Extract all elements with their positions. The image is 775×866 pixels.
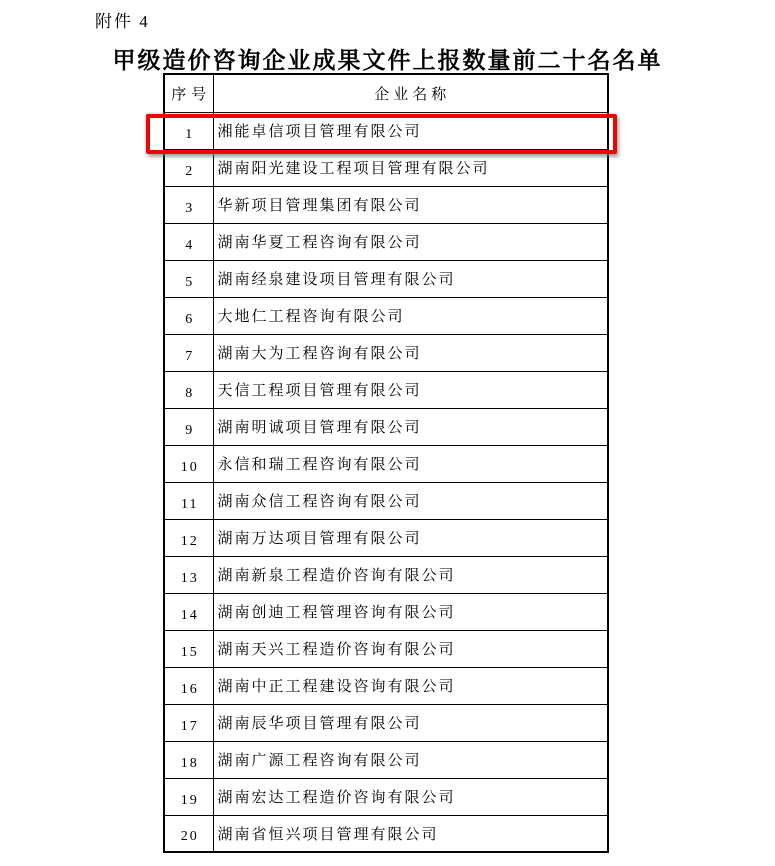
table-row: [164, 741, 608, 778]
row-index-cell: 14: [164, 593, 213, 630]
row-index-cell: 10: [164, 445, 213, 482]
row-index-cell: 15: [164, 630, 213, 667]
table-row: [164, 519, 608, 556]
company-name-cell: 湖南中正工程建设咨询有限公司: [213, 667, 608, 704]
table-row: [164, 223, 608, 260]
row-index-cell: 6: [164, 297, 213, 334]
company-name-cell: 湖南经泉建设项目管理有限公司: [213, 260, 608, 297]
company-name-cell: 大地仁工程咨询有限公司: [213, 297, 608, 334]
row-index-cell: 13: [164, 556, 213, 593]
company-name-cell: 湖南宏达工程造价咨询有限公司: [213, 778, 608, 815]
company-name-cell: 华新项目管理集团有限公司: [213, 186, 608, 223]
row-index-cell: 1: [164, 112, 213, 149]
company-name-cell: 湖南天兴工程造价咨询有限公司: [213, 630, 608, 667]
row-index-cell: 12: [164, 519, 213, 556]
company-name-cell: 湖南大为工程咨询有限公司: [213, 334, 608, 371]
table-row: [164, 815, 608, 852]
row-index-cell: 3: [164, 186, 213, 223]
table-row: [164, 778, 608, 815]
row-index-cell: 17: [164, 704, 213, 741]
company-name-cell: 湘能卓信项目管理有限公司: [213, 112, 608, 149]
table-row: [164, 667, 608, 704]
row-index-cell: 19: [164, 778, 213, 815]
row-index-cell: 9: [164, 408, 213, 445]
row-index-cell: 4: [164, 223, 213, 260]
company-name-cell: 湖南辰华项目管理有限公司: [213, 704, 608, 741]
company-name-cell: 湖南众信工程咨询有限公司: [213, 482, 608, 519]
table-row: [164, 704, 608, 741]
table-row: [164, 371, 608, 408]
table-row: [164, 556, 608, 593]
row-index-cell: 16: [164, 667, 213, 704]
company-name-cell: 湖南华夏工程咨询有限公司: [213, 223, 608, 260]
col-header-index: 序号: [164, 74, 213, 112]
company-name-cell: 湖南省恒兴项目管理有限公司: [213, 815, 608, 852]
row-index-cell: 20: [164, 815, 213, 852]
ranking-table: [163, 73, 609, 853]
table-header: [164, 74, 608, 112]
company-name-cell: 永信和瑞工程咨询有限公司: [213, 445, 608, 482]
table-row: [164, 297, 608, 334]
row-index-cell: 2: [164, 149, 213, 186]
company-name-cell: 湖南阳光建设工程项目管理有限公司: [213, 149, 608, 186]
header-row: [164, 74, 608, 112]
table-row-highlighted: [164, 112, 608, 149]
row-index-cell: 5: [164, 260, 213, 297]
table-row: [164, 445, 608, 482]
table-row: [164, 334, 608, 371]
company-name-cell: 湖南广源工程咨询有限公司: [213, 741, 608, 778]
row-index-cell: 11: [164, 482, 213, 519]
attachment-label: 附件 4: [95, 12, 150, 31]
table-row: [164, 260, 608, 297]
table-row: [164, 593, 608, 630]
table-row: [164, 149, 608, 186]
table-row: [164, 408, 608, 445]
col-header-company: 企业名称: [213, 74, 608, 112]
row-index-cell: 8: [164, 371, 213, 408]
company-name-cell: 湖南明诚项目管理有限公司: [213, 408, 608, 445]
company-name-cell: 天信工程项目管理有限公司: [213, 371, 608, 408]
page-title: 甲级造价咨询企业成果文件上报数量前二十名名单: [112, 48, 663, 73]
row-index-cell: 7: [164, 334, 213, 371]
table-row: [164, 482, 608, 519]
table-row: [164, 186, 608, 223]
company-name-cell: 湖南新泉工程造价咨询有限公司: [213, 556, 608, 593]
table-body: [164, 112, 608, 852]
row-index-cell: 18: [164, 741, 213, 778]
company-name-cell: 湖南创迪工程管理咨询有限公司: [213, 593, 608, 630]
table-row: [164, 630, 608, 667]
company-name-cell: 湖南万达项目管理有限公司: [213, 519, 608, 556]
